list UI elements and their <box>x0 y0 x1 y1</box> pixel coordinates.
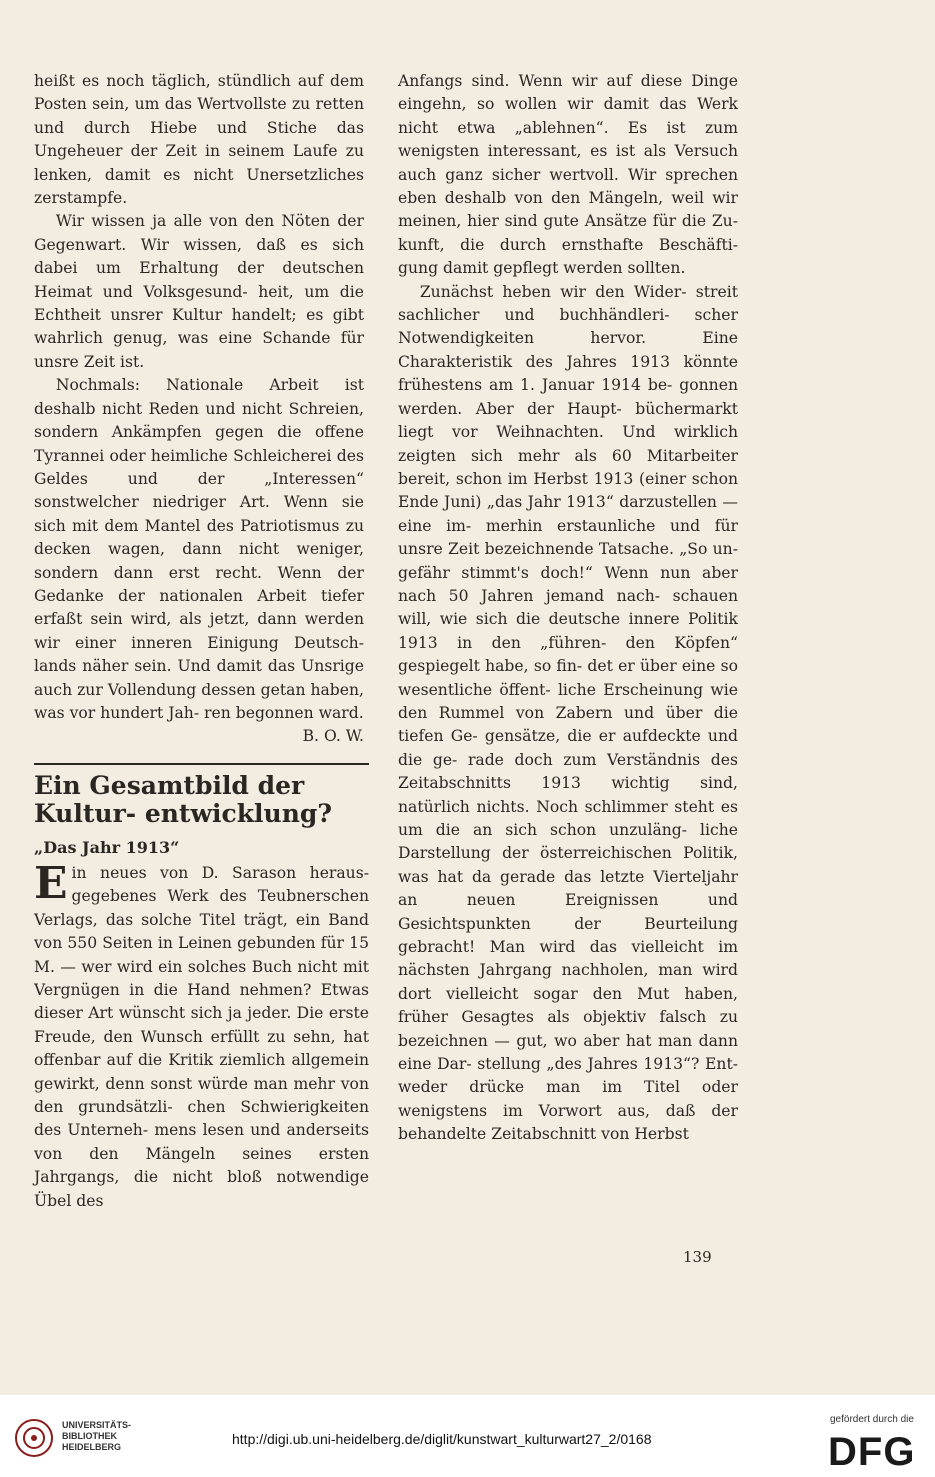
page-number: 139 <box>683 1248 712 1266</box>
paragraph: Zunächst heben wir den Wider- streit sachlicher und buchhändleri- scher Notwendigkeiten hervor. Eine Charakteristik des Jahres 1913 könnte frühestens am 1. Januar 1914 be- gonnen werden. Aber der Haupt- büchermarkt liegt vor Weihnachten. Und wirklich zeigten sich mehr als 60 Mitarbeiter bereit, schon im Herbst 1913 (einer schon Ende Juni) „das Jahr 1913“ darzustellen — eine im- merhin erstaunliche und für unsre Zeit bezeichnende Tatsache. „So un- gefähr stimmt's doch!“ Wenn nun aber nach 50 Jahren jemand nach- schauen will, wie sich die deutsche innere Politik 1913 in den „führen- den Köpfen“ gespiegelt habe, so fin- det er über eine so wesentliche öffent- liche Erscheinung wie den Rummel von Zabern und über die tiefen Ge- gensätze, die er aufdeckte und die ge- rade doch zum Verständnis des Zeitabschnitts 1913 wichtig sind, natürlich nichts. Noch schlimmer steht es um die an sich schon unzuläng- liche Darstellung der österreichischen Politik, was hat da gerade das letzte Vierteljahr an neuen Ereignissen und Gesichtspunkten der Beurteilung gebracht! Man wird das vielleicht im nächsten Jahrgang nachholen, man wird dort vielleicht sogar den Mut haben, früher Gesagtes als objektiv falsch zu bezeichnen — gut, wo aber hat man dann eine Dar- stellung „des Jahres 1913“? Ent- weder drücke man im Titel oder wenigstens im Vorwort aus, daß der behandelte Zeitabschnitt von Herbst <box>398 282 738 1144</box>
paragraph: Nochmals: Nationale Arbeit ist deshalb nicht Reden und nicht Schreien, sondern Ankämpfen gegen die offene Tyrannei oder heimliche Schleicherei des Geldes und der „Interessen“ sonstwelcher niedriger Art. Wenn sie sich mit dem Mantel des Patriotismus zu decken wagen, dann nicht weniger, sondern dann erst recht. Wenn der Gedanke der nationalen Arbeit tiefer erfaßt sein wird, als jetzt, dann werden wir einer inneren Einigung Deutsch- lands näher sein. Und damit das Unsrige auch zur Vollendung dessen getan haben, was vor hundert Jah- ren begonnen ward. <box>34 376 364 722</box>
sponsor-text: gefördert durch die <box>830 1414 914 1425</box>
paragraph: heißt es noch täglich, stündlich auf dem Posten sein, um das Wertvollste zu retten und durch Hiebe und Stiche das Ungeheuer der Zeit in seinem Laufe zu lenken, damit es nicht Unersetzliches zerstampfe. <box>34 72 364 208</box>
paragraph: Anfangs sind. Wenn wir auf diese Dinge eingehn, so wollen wir damit das Werk nicht etwa „ablehnen“. Es ist zum wenigsten interessant, es ist als Versuch auch ganz sicher wertvoll. Wir sprechen eben deshalb von den Mängeln, weil wir meinen, hier sind gute Ansätze für die Zu- kunft, die durch ernsthafte Beschäfti- gung damit gepflegt werden sollten. <box>398 72 738 278</box>
source-url-link[interactable]: http://digi.ub.uni-heidelberg.de/diglit/kunstwart_kulturwart27_2/0168 <box>232 1431 652 1447</box>
paragraph-text: in neues von D. Sarason heraus- gegebenes Werk des Teubnerschen Verlags, das solche Titel trägt, ein Band von 550 Seiten in Leinen gebunden für 15 M. — wer wird ein solches Buch nicht mit Vergnügen in die Hand nehmen? Etwas dieser Art wünscht sich ja jeder. Die erste Freude, den Wunsch erfüllt zu sehn, hat offenbar auf die Kritik ziemlich allgemein gewirkt, denn sonst würde man mehr von den grundsätzli- chen Schwierigkeiten des Unterneh- mens lesen und anderseits von den Mängeln seines ersten Jahrgangs, die nicht bloß notwendige Übel des <box>34 864 369 1210</box>
paragraph <box>34 858 369 1213</box>
university-seal-icon <box>14 1418 54 1458</box>
article-title: Ein Gesamtbild der Kultur- entwicklung? <box>34 771 332 828</box>
article-subtitle: „Das Jahr 1913“ <box>34 838 180 857</box>
drop-cap: E <box>34 858 68 909</box>
left-column <box>34 70 364 749</box>
author-signature: B. O. W. <box>302 727 364 746</box>
article-column <box>34 858 369 1213</box>
library-name: UNIVERSITÄTS- BIBLIOTHEK HEIDELBERG <box>62 1420 132 1452</box>
dfg-logo: DFG <box>828 1430 916 1474</box>
right-column <box>398 70 738 1147</box>
section-divider <box>34 763 369 765</box>
paragraph: Wir wissen ja alle von den Nöten der Gegenwart. Wir wissen, daß es sich dabei um Erhaltung der deutschen Heimat und Volksgesund- heit, um die Echtheit unsrer Kultur handelt; es gibt wahrlich genug, was eine Schande für unsre Zeit ist. <box>34 212 364 371</box>
